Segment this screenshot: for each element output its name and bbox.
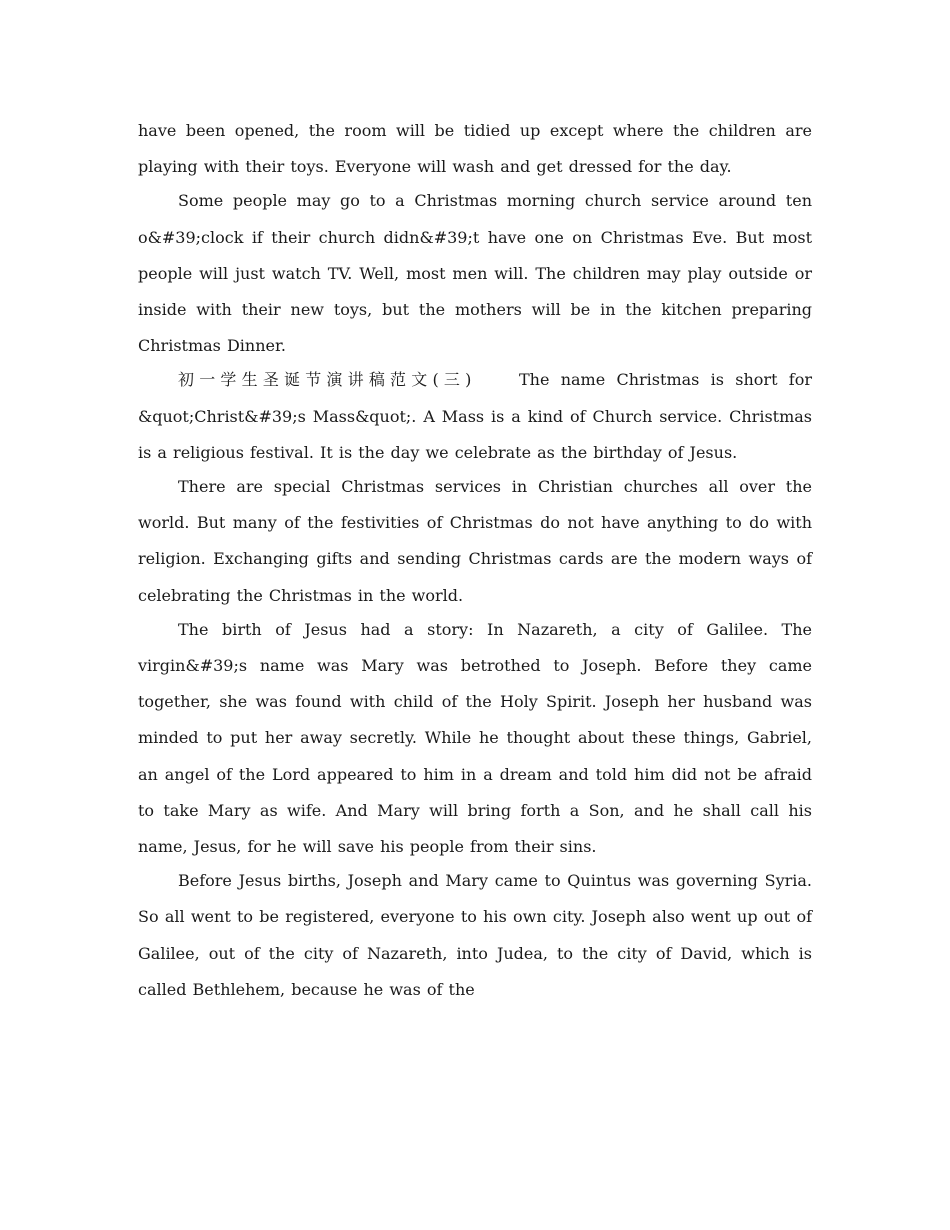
- paragraph-6: Before Jesus births, Joseph and Mary came to Quintus was governing Syria. So all went to be registered, everyone to his own city. Joseph also went up out of Galilee, out of the city of Nazareth, into Judea, to the city of David, which is called Bethlehem, because he was of the: [138, 871, 812, 999]
- document-body: [138, 113, 812, 1006]
- paragraph-1: have been opened, the room will be tidied up except where the children are playing with their toys. Everyone will wash and get dressed for the day.: [138, 121, 812, 177]
- paragraph-5: The birth of Jesus had a story: In Nazareth, a city of Galilee. The virgin&#39;s name was Mary was betrothed to Joseph. Before they came together, she was found with child of the Holy Spirit. Joseph her husband was minded to put her away secretly. While he thought about these things, Gabriel, an angel of the Lord appeared to him in a dream and told him did not be afraid to take Mary as wife. And Mary will bring forth a Son, and he shall call his name, Jesus, for he will save his people from their sins.: [138, 619, 812, 857]
- paragraph-2: Some people may go to a Christmas morning church service around ten o&#39;clock if their church didn&#39;t have one on Christmas Eve. But most people will just watch TV. Well, most men will. The children may play outside or inside with their new toys, but the mothers will be in the kitchen preparing Christmas Dinner.: [138, 191, 812, 356]
- paragraph-4: There are special Christmas services in Christian churches all over the world. But many of the festivities of Christmas do not have anything to do with religion. Exchanging gifts and sending Christmas cards are the modern ways of celebrating the Christmas in the world.: [138, 477, 812, 605]
- paragraph-3-section-heading: 初一学生圣诞节演讲稿范文(三) The name Christmas is short for &quot;Christ&#39;s Mass&quot;. A Mass is a kind of Church service. Christmas is a religious festival. It is the day we celebrate as the birthday of Jesus.: [138, 370, 812, 462]
